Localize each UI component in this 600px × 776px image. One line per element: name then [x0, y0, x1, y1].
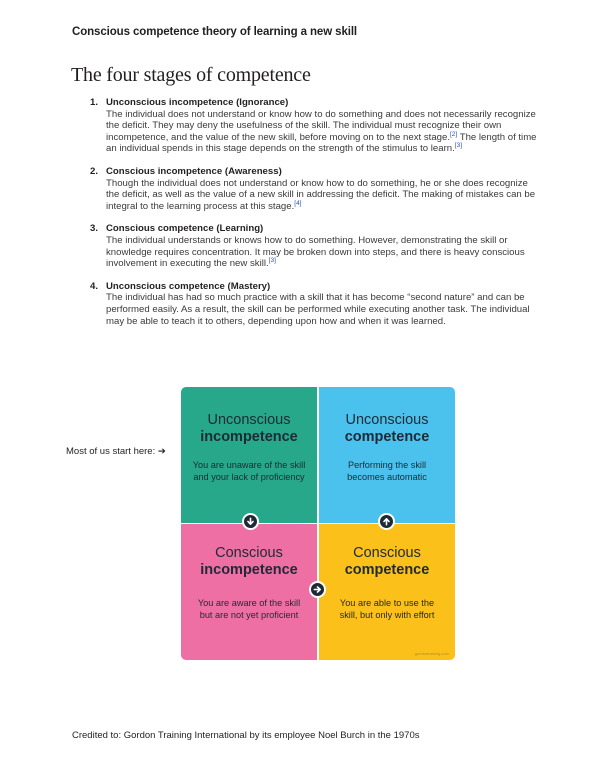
stage-text: The individual understands or knows how to do something. However, demonstrating the skill or knowledge requires concentration. It may be broken down into steps, and there is heavy conscious involvement in executing the new skill.: [106, 234, 525, 270]
start-note: Most of us start here: ➔: [66, 446, 166, 457]
credit-line: Credited to: Gordon Training International by its employee Noel Burch in the 1970s: [72, 730, 420, 741]
stage-body: [106, 235, 540, 270]
stage-number: 1.: [90, 97, 99, 108]
quadrant-title-line1: Conscious: [353, 545, 421, 561]
quadrant-title-line2: competence: [344, 429, 430, 445]
document-header: Conscious competence theory of learning a new skill: [72, 26, 358, 38]
citation-link[interactable]: [3]: [454, 142, 463, 150]
page-title: The four stages of competence: [71, 64, 311, 86]
quadrant-title-line2: incompetence: [200, 562, 298, 578]
competence-matrix: [181, 387, 455, 660]
stage-text: The individual does not understand or know how to do something and does not necessarily recognize the deficit. They may deny the usefulness of the skill. The individual must recognize their own incompetence, and the value of the new skill, before moving on to the next stage.: [106, 108, 536, 143]
stage-title: Conscious incompetence (Awareness): [106, 165, 282, 177]
quadrant-title-line1: Unconscious: [345, 412, 429, 428]
quadrant-conscious-competence: [319, 524, 455, 660]
quadrant-conscious-incompetence: [181, 524, 317, 660]
stage-title: Unconscious incompetence (Ignorance): [106, 97, 289, 108]
watermark: gordontraining.com: [414, 651, 449, 656]
citation-link[interactable]: [4]: [294, 199, 302, 207]
citation-link[interactable]: [3]: [268, 256, 276, 264]
stage-item: [90, 223, 540, 269]
quadrant-description: Performing the skill becomes automatic: [347, 460, 427, 482]
stage-number: 2.: [90, 165, 99, 177]
quadrant-title: [319, 412, 455, 446]
stage-number: 3.: [90, 223, 99, 235]
quadrant-description: You are unaware of the skill and your lack of proficiency: [192, 460, 306, 482]
quadrant-title: [319, 545, 455, 579]
stages-list: [90, 97, 540, 338]
arrow-up-icon: [378, 513, 395, 530]
stage-body: [106, 109, 540, 155]
quadrant-title-line2: competence: [344, 562, 430, 578]
stage-item: [90, 97, 540, 155]
stage-title: Conscious competence (Learning): [106, 223, 264, 235]
stage-title: Unconscious competence (Mastery): [106, 280, 271, 292]
quadrant-title: [181, 412, 317, 446]
arrow-down-icon: [242, 513, 259, 530]
stage-number: 4.: [90, 280, 99, 292]
quadrant-title-line1: Conscious: [215, 545, 283, 561]
stage-text: Though the individual does not understand or know how to do something, he or she does recognize the deficit, as well as the value of a new skill in addressing the deficit. The making of mistakes can be integral to the learning process at this stage.: [106, 177, 536, 212]
quadrant-title: [181, 545, 317, 579]
quadrant-title-line1: Unconscious: [207, 412, 291, 428]
quadrant-title-line2: incompetence: [200, 429, 298, 445]
stage-text: The length of time an individual spends in this stage depends on the strength of the stimulus to learn.: [106, 131, 537, 155]
arrow-right-icon: [309, 581, 326, 598]
stage-item: [90, 166, 540, 212]
quadrant-description: You are able to use the skill, but only with effort: [339, 598, 435, 620]
stage-body: [106, 178, 540, 213]
stage-body: [106, 292, 540, 327]
citation-link[interactable]: [2]: [450, 130, 458, 138]
quadrant-unconscious-competence: [319, 387, 455, 523]
stage-item: [90, 281, 540, 327]
stage-text: The individual has had so much practice with a skill that it has become “second nature” and can be performed easily. As a result, the skill can be performed while executing another task. The individual may be able to teach it to others, depending upon how and when it was learned.: [106, 292, 530, 327]
quadrant-unconscious-incompetence: [181, 387, 317, 523]
quadrant-description: You are aware of the skill but are not yet proficient: [197, 598, 301, 620]
